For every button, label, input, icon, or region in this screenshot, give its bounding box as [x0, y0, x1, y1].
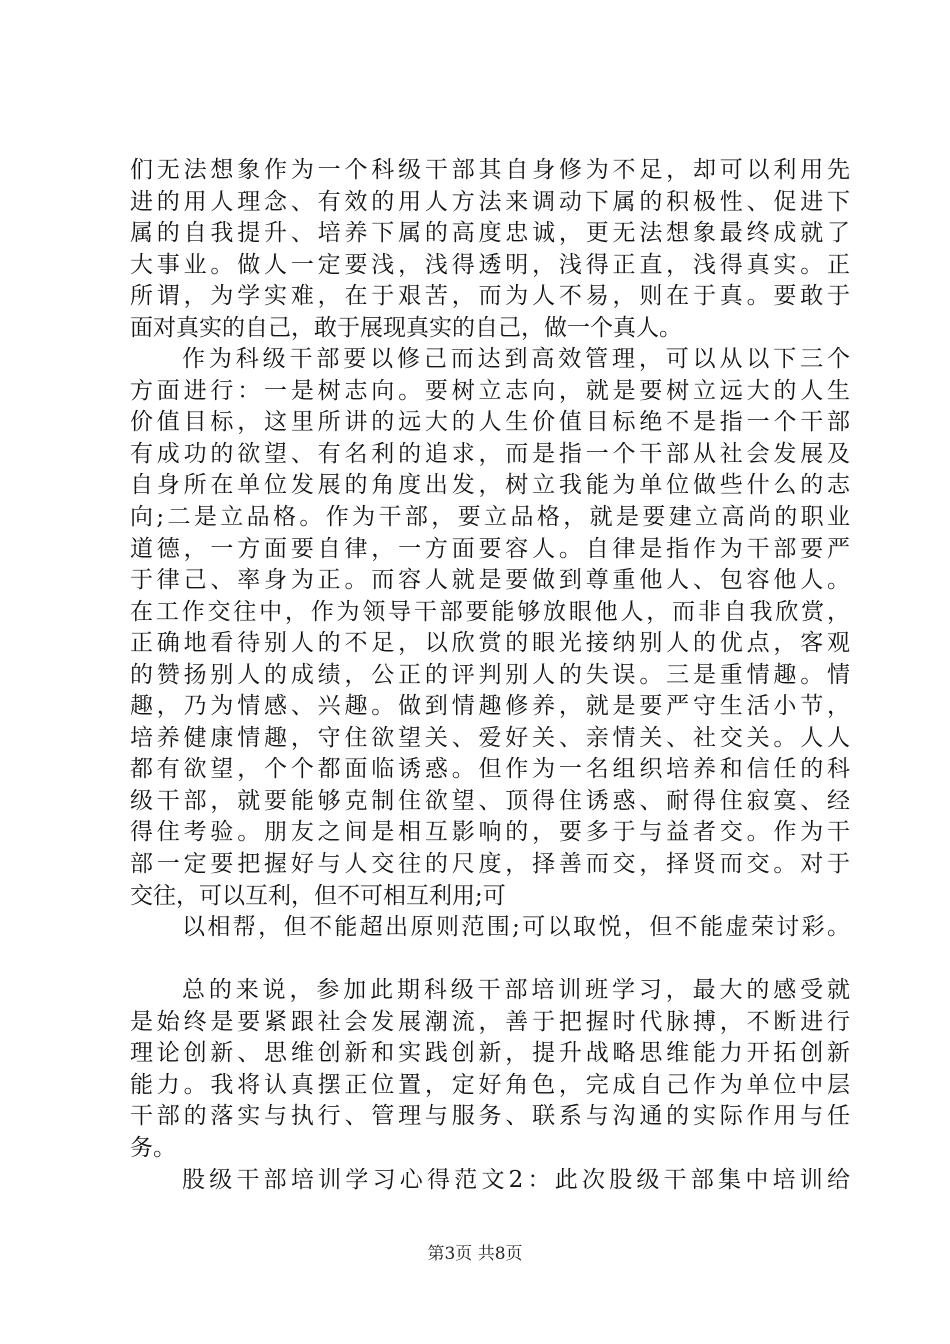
text-line: 交往，可以互利，但不可相互利用;可	[130, 882, 506, 909]
text-line: 向;二是立品格。作为干部，要立品格，就是要建立高尚的职业	[130, 504, 850, 531]
text-line: 理论创新、思维创新和实践创新，提升战略思维能力开拓创新	[130, 1040, 850, 1067]
text-line: 务。	[130, 1134, 176, 1161]
text-line: 是始终是要紧跟社会发展潮流，善于把握时代脉搏，不断进行	[130, 1008, 850, 1035]
text-line: 面对真实的自己，敢于展现真实的自己，做一个真人。	[130, 314, 682, 341]
text-line: 于律己、率身为正。而容人就是要做到尊重他人、包容他人。	[130, 567, 850, 594]
text-line: 级干部，就要能够克制住欲望、顶得住诱惑、耐得住寂寞、经	[130, 787, 850, 814]
text-line: 在工作交往中，作为领导干部要能够放眼他人，而非自我欣赏，	[130, 598, 850, 625]
paragraph-first-line: 总的来说，参加此期科级干部培训班学习，最大的感受就	[182, 977, 850, 1004]
text-line: 趣，乃为情感、兴趣。做到情趣修养，就是要严守生活小节，	[130, 693, 850, 720]
paragraph-first-line: 作为科级干部要以修己而达到高效管理，可以从以下三个	[182, 346, 850, 373]
text-line: 得住考验。朋友之间是相互影响的，要多于与益者交。作为干	[130, 819, 850, 846]
blank-line	[130, 944, 850, 976]
text-line: 能力。我将认真摆正位置，定好角色，完成自己作为单位中层	[130, 1071, 850, 1098]
text-line: 培养健康情趣，守住欲望关、爱好关、亲情关、社交关。人人	[130, 724, 850, 751]
text-line: 道德，一方面要自律，一方面要容人。自律是指作为干部要严	[130, 535, 850, 562]
text-line: 属的自我提升、培养下属的高度忠诚，更无法想象最终成就了	[130, 220, 850, 247]
text-line: 们无法想象作为一个科级干部其自身修为不足，却可以利用先	[130, 157, 850, 183]
text-line: 所谓，为学实难，在于艰苦，而为人不易，则在于真。要敢于	[130, 283, 850, 310]
text-line: 有成功的欲望、有名利的追求，而是指一个干部从社会发展及	[130, 440, 850, 467]
text-line: 自身所在单位发展的角度出发，树立我能为单位做些什么的志	[130, 472, 850, 499]
text-line: 大事业。做人一定要浅，浅得透明，浅得正直，浅得真实。正	[130, 251, 850, 278]
text-line: 进的用人理念、有效的用人方法来调动下属的积极性、促进下	[130, 188, 850, 215]
text-line: 正确地看待别人的不足，以欣赏的眼光接纳别人的优点，客观	[130, 630, 850, 657]
text-line: 都有欲望，个个都面临诱惑。但作为一名组织培养和信任的科	[130, 756, 850, 783]
text-line: 的赞扬别人的成绩，公正的评判别人的失误。三是重情趣。情	[130, 661, 850, 688]
text-line: 部一定要把握好与人交往的尺度，择善而交，择贤而交。对于	[130, 851, 850, 878]
paragraph-first-line: 以相帮，但不能超出原则范围;可以取悦，但不能虚荣讨彩。	[182, 914, 850, 941]
text-line: 价值目标，这里所讲的远大的人生价值目标绝不是指一个干部	[130, 409, 850, 436]
paragraph-first-line: 股级干部培训学习心得范文2：此次股级干部集中培训给	[182, 1166, 850, 1193]
page-footer: 第3页 共8页	[427, 1244, 523, 1264]
text-line: 干部的落实与执行、管理与服务、联系与沟通的实际作用与任	[130, 1103, 850, 1130]
document-body	[130, 155, 850, 1196]
text-line: 方面进行：一是树志向。要树立志向，就是要树立远大的人生	[130, 377, 850, 404]
